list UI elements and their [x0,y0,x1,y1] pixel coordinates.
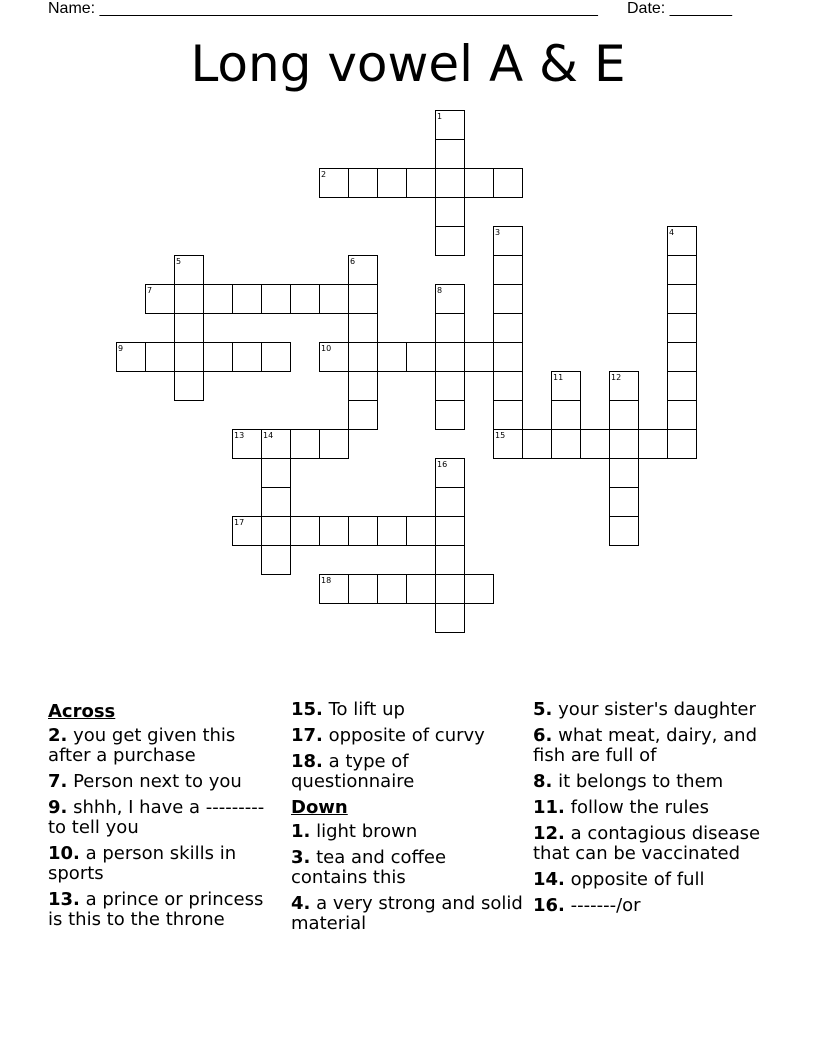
clues-column-3 [533,700,773,922]
down-clue-list [291,822,526,934]
grid-cell[interactable] [610,459,639,488]
clue-number-7: 7 [147,286,153,295]
down-heading: Down [291,797,348,818]
clue-text: -------/or [564,895,641,916]
clue-text: what meat, dairy, and fish are full of [533,725,757,766]
grid-cell[interactable] [610,488,639,517]
clue-text: opposite of full [564,869,705,890]
across-clue-list-continued [291,700,526,792]
across-clue [48,726,280,766]
clues-column-1 [48,700,280,936]
down-clue [291,848,526,888]
clue-text: your sister's daughter [552,699,756,720]
grid-cell[interactable] [320,517,349,546]
clue-number-9: 9 [118,344,124,353]
clue-number: 11. [533,797,565,818]
grid-cell[interactable] [262,488,291,517]
grid-cell[interactable] [465,343,494,372]
clue-text: a type of questionnaire [291,751,415,792]
grid-cell[interactable] [436,575,465,604]
grid-cell[interactable] [262,517,291,546]
clue-number-5: 5 [176,257,182,266]
grid-cell[interactable] [610,430,639,459]
grid-cell[interactable] [233,343,262,372]
clue-number-6: 6 [350,257,356,266]
grid-cell[interactable] [407,575,436,604]
clue-text: a prince or princess is this to the throne [48,889,264,930]
grid-cell[interactable] [320,285,349,314]
grid-cell[interactable] [494,169,523,198]
clue-text: it belongs to them [552,771,724,792]
grid-cell[interactable] [436,517,465,546]
clue-number-2: 2 [321,170,327,179]
across-clue [48,890,280,930]
clue-text: shhh, I have a --------- to tell you [48,797,265,838]
grid-cell[interactable] [204,285,233,314]
grid-cell[interactable] [436,198,465,227]
grid-cell[interactable] [262,343,291,372]
date-line: _______ [669,0,732,17]
clue-number-4: 4 [669,228,675,237]
clue-number: 18. [291,751,323,772]
grid-cell[interactable] [349,314,378,343]
clue-number: 8. [533,771,553,792]
grid-cell[interactable] [378,343,407,372]
grid-cell[interactable] [465,169,494,198]
down-clue-list-continued [533,700,773,916]
grid-cell[interactable] [668,372,697,401]
clue-text: you get given this after a purchase [48,725,236,766]
grid-cell[interactable] [552,430,581,459]
clue-number: 12. [533,823,565,844]
across-clue [48,798,280,838]
clue-number: 17. [291,725,323,746]
grid-cell[interactable] [407,343,436,372]
grid-cell[interactable] [552,401,581,430]
clue-number: 13. [48,889,80,910]
clue-text: opposite of curvy [322,725,485,746]
grid-cell[interactable] [175,285,204,314]
grid-cell[interactable] [349,343,378,372]
grid-cell[interactable] [494,343,523,372]
grid-cell[interactable] [610,517,639,546]
grid-cell[interactable] [610,401,639,430]
clue-number: 2. [48,725,68,746]
clue-number: 10. [48,843,80,864]
down-clue [291,894,526,934]
clue-number: 5. [533,699,553,720]
down-clue [291,822,526,842]
grid-cell[interactable] [436,227,465,256]
across-clue [48,844,280,884]
clue-number: 9. [48,797,68,818]
grid-cell[interactable] [349,401,378,430]
grid-cell[interactable] [494,314,523,343]
grid-cell[interactable] [494,256,523,285]
grid-cell[interactable] [436,546,465,575]
grid-cell[interactable] [465,575,494,604]
across-clue [48,772,280,792]
clue-number: 1. [291,821,311,842]
name-line: ________________________________________________________ [99,0,598,17]
page-title: Long vowel A & E [190,35,626,93]
clue-number-17: 17 [234,518,245,527]
grid-cell[interactable] [436,488,465,517]
grid-cell[interactable] [175,372,204,401]
across-heading: Across [48,701,116,722]
clue-number-13: 13 [234,431,245,440]
grid-cell[interactable] [436,169,465,198]
clue-number: 4. [291,893,311,914]
grid-cell[interactable] [262,546,291,575]
grid-cell[interactable] [668,343,697,372]
grid-cell[interactable] [581,430,610,459]
clue-text: a contagious disease that can be vaccinated [533,823,761,864]
grid-cell[interactable] [668,430,697,459]
grid-cell[interactable] [291,517,320,546]
grid-cell[interactable] [233,285,262,314]
clue-number: 16. [533,895,565,916]
grid-cell[interactable] [204,343,233,372]
grid-cell[interactable] [494,285,523,314]
grid-cell[interactable] [436,372,465,401]
grid-cell[interactable] [291,285,320,314]
clue-text: a very strong and solid material [291,893,523,934]
grid-cell[interactable] [436,314,465,343]
down-clue [533,870,773,890]
clue-number-11: 11 [553,373,564,382]
clue-number: 6. [533,725,553,746]
clue-text: light brown [310,821,418,842]
clue-text: Person next to you [67,771,242,792]
down-clue [533,798,773,818]
grid-cell[interactable] [523,430,552,459]
grid-cell[interactable] [349,517,378,546]
grid-cell[interactable] [378,517,407,546]
across-clue [291,752,526,792]
grid-cell[interactable] [349,575,378,604]
grid-cell[interactable] [349,372,378,401]
grid-cell[interactable] [668,314,697,343]
clue-number-1: 1 [437,112,443,121]
grid-cell[interactable] [146,343,175,372]
across-clue [291,726,526,746]
clue-number-18: 18 [321,576,332,585]
grid-cell[interactable] [668,285,697,314]
clue-number-12: 12 [611,373,622,382]
clue-number-14: 14 [263,431,274,440]
grid-cell[interactable] [378,575,407,604]
grid-cell[interactable] [436,604,465,633]
grid-cell[interactable] [494,401,523,430]
clue-number-10: 10 [321,344,332,353]
clue-number-15: 15 [495,431,506,440]
grid-cell[interactable] [639,430,668,459]
grid-cell[interactable] [436,140,465,169]
grid-cell[interactable] [407,517,436,546]
grid-cell[interactable] [436,401,465,430]
grid-cell[interactable] [175,343,204,372]
down-clue [533,896,773,916]
grid-cell[interactable] [668,256,697,285]
clue-text: tea and coffee contains this [291,847,447,888]
clue-number: 15. [291,699,323,720]
clue-number: 7. [48,771,68,792]
clue-text: To lift up [322,699,405,720]
name-label: Name: [48,0,96,17]
grid-cell[interactable] [291,430,320,459]
date-label: Date: [627,0,666,17]
clues-column-2 [291,700,526,940]
clue-number-3: 3 [495,228,501,237]
across-clue [291,700,526,720]
down-clue [533,700,773,720]
grid-cell[interactable] [349,169,378,198]
grid-cell[interactable] [320,430,349,459]
clue-text: follow the rules [564,797,709,818]
clue-number-8: 8 [437,286,443,295]
clue-number: 3. [291,847,311,868]
grid-cell[interactable] [349,285,378,314]
grid-cell[interactable] [175,314,204,343]
clue-number-16: 16 [437,460,448,469]
grid-cell[interactable] [378,169,407,198]
grid-cell[interactable] [407,169,436,198]
clue-number: 14. [533,869,565,890]
clue-text: a person skills in sports [48,843,237,884]
grid-cell[interactable] [668,401,697,430]
grid-cell[interactable] [262,285,291,314]
down-clue [533,824,773,864]
grid-cell[interactable] [262,459,291,488]
grid-cell[interactable] [436,343,465,372]
down-clue [533,726,773,766]
down-clue [533,772,773,792]
grid-cell[interactable] [494,372,523,401]
across-clue-list [48,726,280,930]
